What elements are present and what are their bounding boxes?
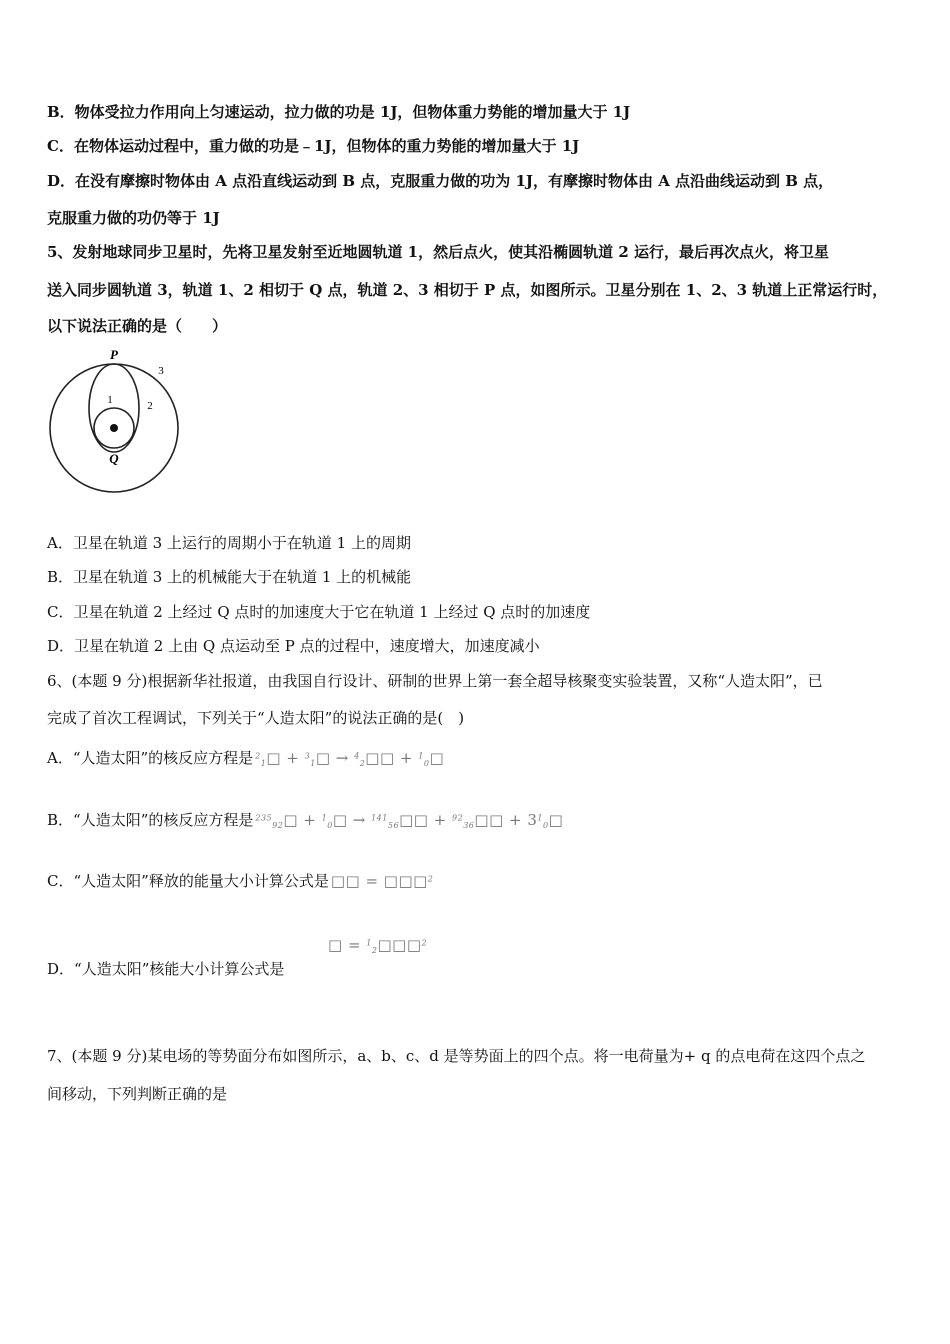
- orbit-diagram: [44, 346, 184, 496]
- q4-option-b: B．物体受拉力作用向上匀速运动，拉力做的功是 1J，但物体重力势能的增加量大于 1J: [47, 103, 631, 121]
- q6-option-c: [47, 871, 433, 893]
- q6-stem-line2: 完成了首次工程调试，下列关于“人造太阳”的说法正确的是( ): [47, 709, 465, 727]
- label-q: Q: [109, 451, 119, 466]
- q5-option-d: D．卫星在轨道 2 上由 Q 点运动至 P 点的过程中，速度增大，加速度减小: [47, 637, 540, 655]
- q6-option-a: [47, 748, 444, 770]
- q6-option-b-formula: $^{235}_{92}$□ + $^1_0$□ → $^{141}_{56}$□□ + $^{92}_{36}$□□ + $3^1_0□$: [255, 811, 564, 831]
- label-orbit-1: 1: [107, 394, 113, 406]
- label-p: P: [110, 347, 118, 362]
- q6-stem-line1: 6、(本题 9 分)根据新华社报道，由我国自行设计、研制的世界上第一套全超导核聚变实验装置，又称“人造太阳”，已: [47, 672, 823, 690]
- q7-stem-line2: 间移动，下列判断正确的是: [47, 1085, 228, 1103]
- q4-option-c: C．在物体运动过程中，重力做的功是﹣1J，但物体的重力势能的增加量大于 1J: [47, 137, 580, 155]
- q5-option-a: A．卫星在轨道 3 上运行的周期小于在轨道 1 上的周期: [47, 534, 411, 552]
- q4-option-d-line1: D．在没有摩擦时物体由 A 点沿直线运动到 B 点，克服重力做的功为 1J，有摩擦时物体由 A 点沿曲线运动到 B 点，: [47, 172, 834, 190]
- earth-dot: [110, 424, 118, 432]
- label-orbit-2: 2: [147, 400, 153, 412]
- q5-stem-line3: 以下说法正确的是（ ）: [47, 317, 228, 335]
- q6-option-d-formula: □ = $^1_2$□□□$^2$: [328, 936, 428, 956]
- q6-option-b-text: B．“人造太阳”的核反应方程是: [47, 811, 254, 829]
- q6-option-b: [47, 810, 563, 832]
- q7-stem-line1: 7、(本题 9 分)某电场的等势面分布如图所示，a、b、c、d 是等势面上的四个点。将一电荷量为+ q 的点电荷在这四个点之: [47, 1047, 866, 1065]
- q6-option-a-formula: $^2_1$□ + $^3_1$□ → $^4_2$□□ + $^1_0$□: [255, 749, 445, 769]
- q5-stem-line2: 送入同步圆轨道 3，轨道 1、2 相切于 Q 点，轨道 2、3 相切于 P 点，如图所示。卫星分别在 1、2、3 轨道上正常运行时，: [47, 281, 888, 299]
- q5-stem-line1: 5、发射地球同步卫星时，先将卫星发射至近地圆轨道 1，然后点火，使其沿椭圆轨道 2 运行，最后再次点火，将卫星: [47, 243, 829, 261]
- q5-option-b: B．卫星在轨道 3 上的机械能大于在轨道 1 上的机械能: [47, 568, 412, 586]
- q6-option-a-text: A．“人造太阳”的核反应方程是: [47, 749, 254, 767]
- q5-option-c: C．卫星在轨道 2 上经过 Q 点时的加速度大于它在轨道 1 上经过 Q 点时的加速度: [47, 603, 591, 621]
- q6-option-c-formula: □□ = □□□$^2$: [330, 872, 434, 890]
- q6-option-c-text: C．“人造太阳”释放的能量大小计算公式是: [47, 872, 329, 890]
- label-orbit-3: 3: [158, 365, 164, 377]
- q6-option-d: D．“人造太阳”核能大小计算公式是: [47, 960, 285, 978]
- q4-option-d-line2: 克服重力做的功仍等于 1J: [47, 209, 220, 227]
